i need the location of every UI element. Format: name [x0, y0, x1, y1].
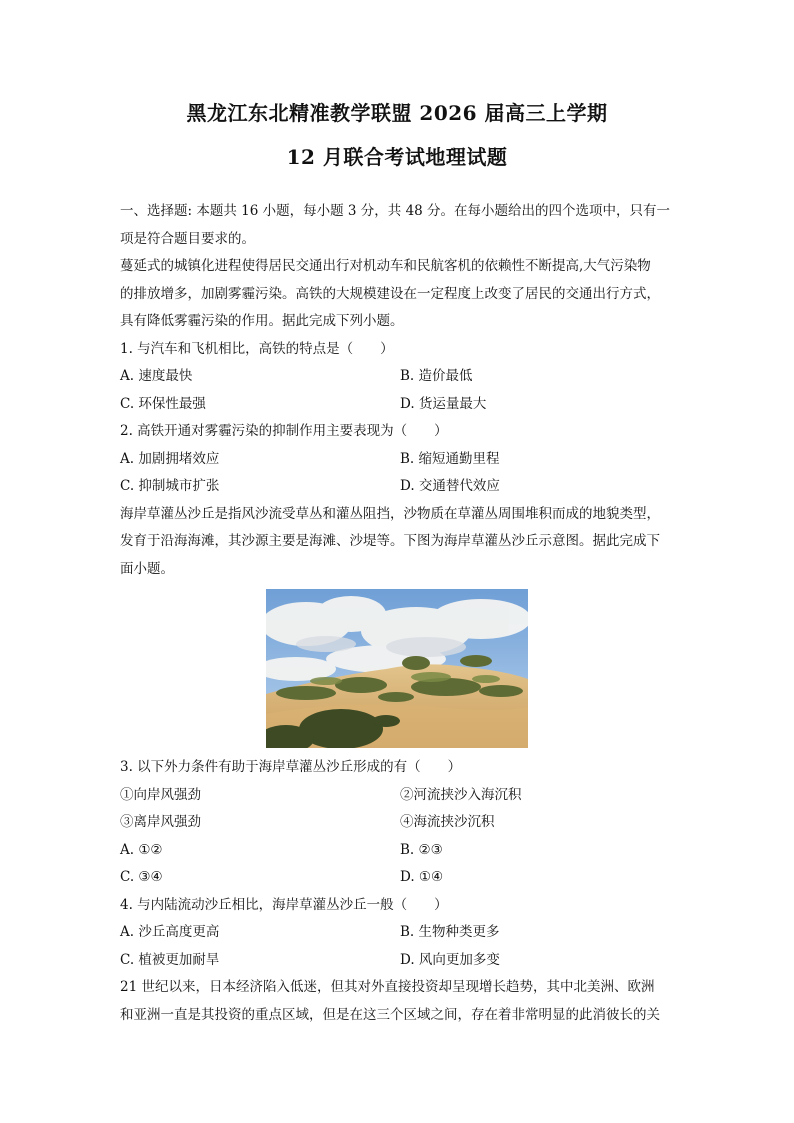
passage-1-line: 蔓延式的城镇化进程使得居民交通出行对机动车和民航客机的依赖性不断提高,大气污染物 [120, 258, 651, 274]
page-title-line2: 12 月联合考试地理试题 [286, 145, 508, 169]
question-4-stem: 4. 与内陆流动沙丘相比，海岸草灌丛沙丘一般（ ） [120, 896, 448, 913]
option-a: A. 沙丘高度更高 [120, 924, 220, 940]
option-c: C. 植被更加耐旱 [120, 951, 220, 968]
coastal-dune-photo [266, 589, 528, 748]
passage-1-line: 具有降低雾霾污染的作用。据此完成下列小题。 [120, 313, 404, 329]
option-a: A. 速度最快 [120, 368, 193, 384]
question-1-stem: 1. 与汽车和飞机相比，高铁的特点是（ ） [120, 340, 394, 357]
section-instructions: 一、选择题: 本题共 16 小题，每小题 3 分，共 48 分。在每小题给出的四个选项中，只有一 [120, 203, 671, 219]
passage-1-line: 的排放增多，加剧雾霾污染。高铁的大规模建设在一定程度上改变了居民的交通出行方式， [120, 285, 660, 302]
question-1-options-row2 [120, 391, 680, 419]
section-instructions-cont: 项是符合题目要求的。 [120, 230, 255, 247]
option-a: A. 加剧拥堵效应 [120, 450, 220, 467]
page-title-line1: 黑龙江东北精准教学联盟 2026 届高三上学期 [186, 101, 608, 125]
passage-2-line: 发育于沿海海滩，其沙源主要是海滩、沙堤等。下图为海岸草灌丛沙丘示意图。据此完成下 [120, 533, 660, 549]
question-2-options-row1 [120, 446, 680, 474]
question-3-items-row1 [120, 782, 680, 810]
option-c: C. 抑制城市扩张 [120, 478, 220, 494]
question-2-options-row2 [120, 473, 680, 501]
passage-3-line: 和亚洲一直是其投资的重点区域，但是在这三个区域之间，存在着非常明显的此消彼长的关 [120, 1006, 660, 1023]
option-c: C. 环保性最强 [120, 395, 206, 412]
question-3-stem: 3. 以下外力条件有助于海岸草灌丛沙丘形成的有（ ） [120, 759, 462, 775]
option-c: C. ③④ [120, 869, 163, 885]
option-b: B. 造价最低 [400, 368, 473, 384]
question-2-stem: 2. 高铁开通对雾霾污染的抑制作用主要表现为（ ） [120, 423, 448, 439]
item-1: ①向岸风强劲 [120, 786, 201, 803]
question-1-options-row1 [120, 363, 680, 391]
option-b: B. ②③ [400, 841, 443, 858]
option-d: D. ①④ [400, 869, 444, 885]
question-4-options-row1 [120, 919, 680, 947]
option-a: A. ①② [120, 841, 163, 858]
question-3-options-row1 [120, 837, 680, 865]
passage-3-line: 21 世纪以来，日本经济陷入低迷，但其对外直接投资却呈现增长趋势，其中北美洲、欧洲 [120, 979, 655, 995]
exam-content [120, 198, 680, 1029]
question-3-items-row2 [120, 809, 680, 837]
question-4-options-row2 [120, 947, 680, 975]
option-d: D. 风向更加多变 [400, 951, 500, 968]
option-b: B. 缩短通勤里程 [400, 450, 500, 467]
question-3-options-row2 [120, 864, 680, 892]
item-3: ③离岸风强劲 [120, 814, 201, 830]
option-d: D. 交通替代效应 [400, 478, 500, 494]
passage-2-line: 面小题。 [120, 560, 174, 577]
item-2: ②河流挟沙入海沉积 [400, 786, 522, 803]
item-4: ④海流挟沙沉积 [400, 814, 495, 830]
option-b: B. 生物种类更多 [400, 924, 500, 940]
passage-2-line: 海岸草灌丛沙丘是指风沙流受草丛和灌丛阻挡，沙物质在草灌丛周围堆积而成的地貌类型， [120, 505, 660, 522]
option-d: D. 货运量最大 [400, 395, 487, 412]
